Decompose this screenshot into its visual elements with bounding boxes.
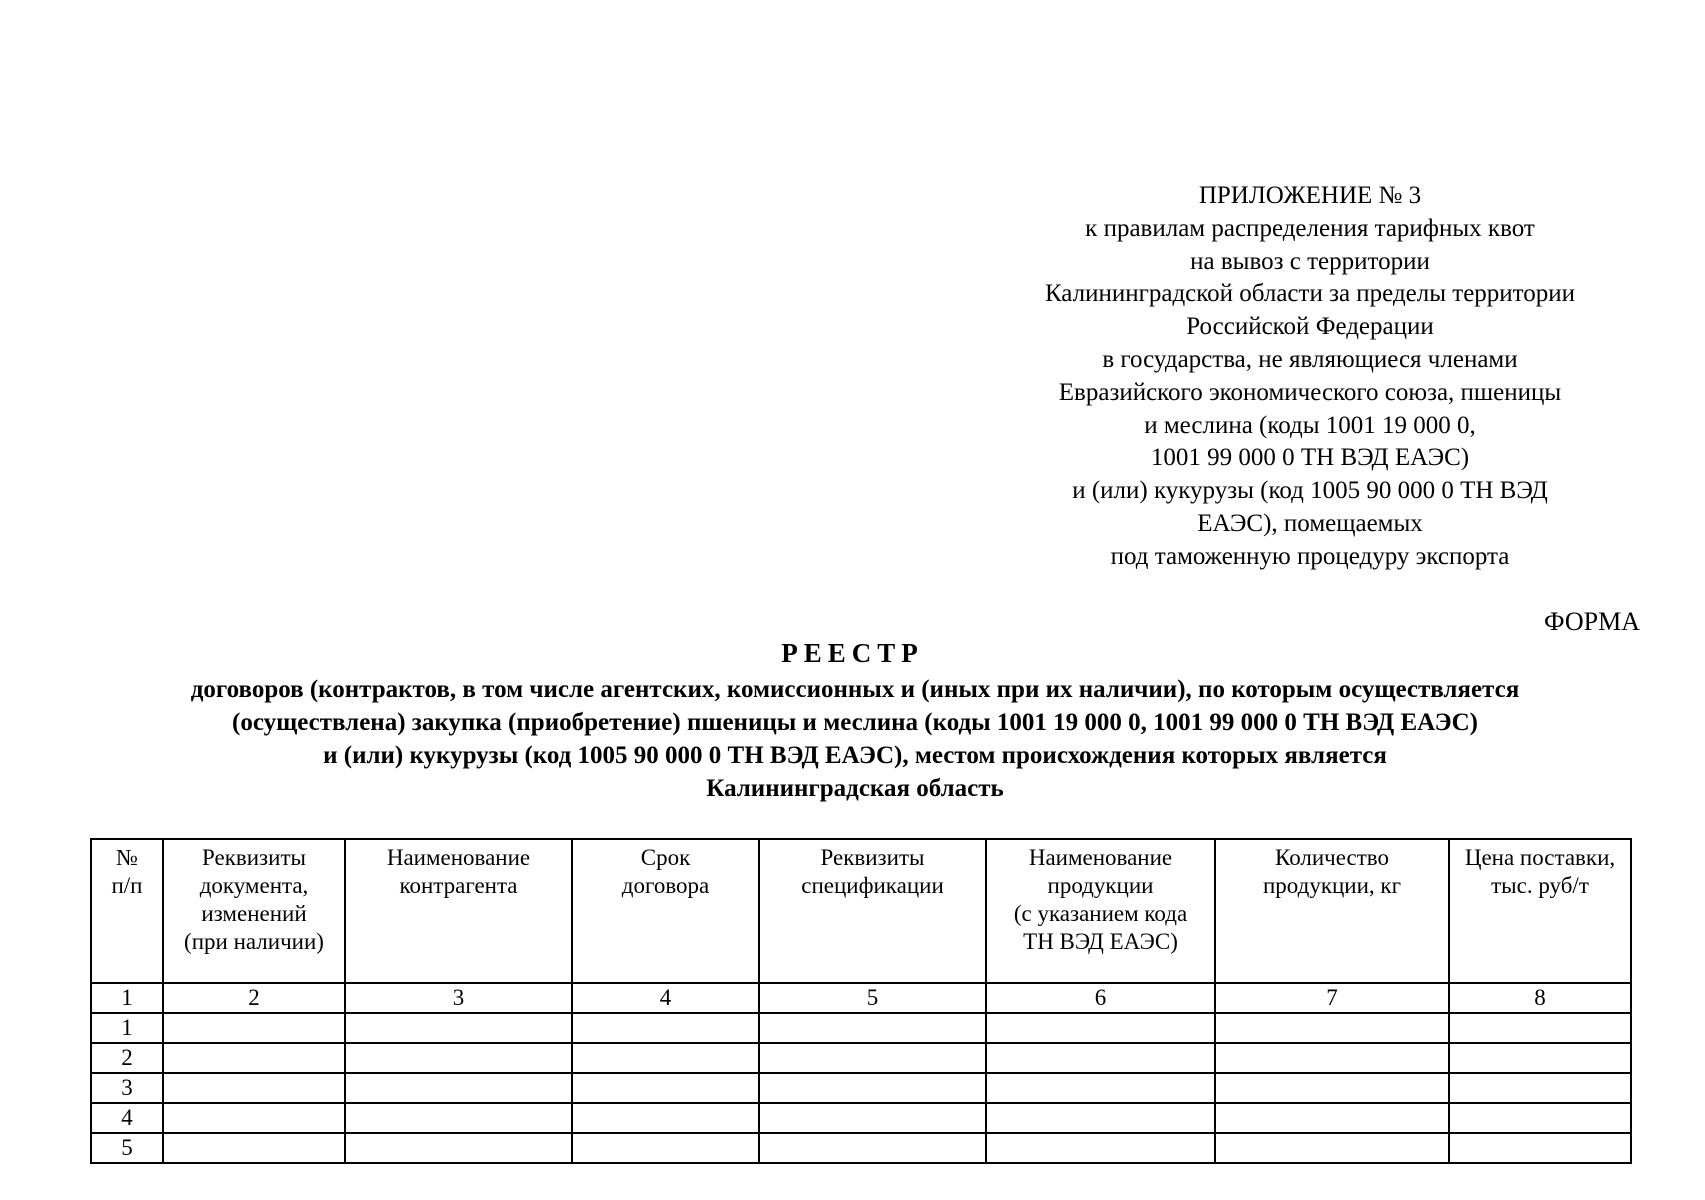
empty-cell <box>163 1043 345 1073</box>
table-row <box>91 1103 1631 1133</box>
appendix-line: на вывоз с территории <box>1190 247 1430 275</box>
column-number-cell: 1 <box>91 983 163 1013</box>
column-header-line: контрагента <box>399 873 518 898</box>
empty-cell <box>1215 1013 1449 1043</box>
appendix-block <box>990 180 1630 574</box>
registry-subtitle <box>60 673 1650 805</box>
form-label: ФОРМА <box>1544 607 1640 636</box>
empty-cell <box>1449 1013 1631 1043</box>
column-number-cell: 7 <box>1215 983 1449 1013</box>
empty-cell <box>345 1133 572 1163</box>
empty-cell <box>1449 1073 1631 1103</box>
table-row <box>91 1133 1631 1163</box>
empty-cell <box>986 1133 1215 1163</box>
appendix-line: Калининградской области за пределы территории <box>1044 280 1576 308</box>
column-header-line: продукции <box>1047 873 1154 898</box>
appendix-line: в государства, не являющиеся членами <box>1102 345 1518 373</box>
row-number-cell: 3 <box>91 1073 163 1103</box>
empty-cell <box>163 1073 345 1103</box>
empty-cell <box>345 1103 572 1133</box>
column-header <box>759 839 986 983</box>
empty-cell <box>759 1073 986 1103</box>
appendix-line: ПРИЛОЖЕНИЕ № 3 <box>1198 182 1422 209</box>
row-number-cell: 4 <box>91 1103 163 1133</box>
empty-cell <box>1449 1133 1631 1163</box>
column-header-line: Реквизиты <box>820 845 925 870</box>
column-header-line: (при наличии) <box>184 929 324 954</box>
empty-cell <box>163 1103 345 1133</box>
column-number-cell: 6 <box>986 983 1215 1013</box>
empty-cell <box>163 1133 345 1163</box>
column-header-line: Цена поставки, <box>1464 845 1616 870</box>
column-header-line: Срок <box>640 845 691 870</box>
registry-subtitle-line: договоров (контрактов, в том числе агентских, комиссионных и (иных при их наличии), по которым осуществляется <box>190 676 1520 703</box>
column-number-cell: 5 <box>759 983 986 1013</box>
registry-subtitle-line: (осуществлена) закупка (приобретение) пшеницы и меслина (коды 1001 19 000 0, 1001 99 000 0 ТН ВЭД ЕАЭС) <box>232 709 1478 736</box>
appendix-line: и (или) кукурузы (код 1005 90 000 0 ТН ВЭД <box>1072 477 1548 505</box>
row-number-cell: 2 <box>91 1043 163 1073</box>
table-row <box>91 1013 1631 1043</box>
appendix-line: 1001 99 000 0 ТН ВЭД ЕАЭС) <box>1150 444 1470 472</box>
empty-cell <box>1215 1103 1449 1133</box>
column-number-cell: 8 <box>1449 983 1631 1013</box>
empty-cell <box>572 1043 759 1073</box>
empty-cell <box>759 1103 986 1133</box>
column-header-line: п/п <box>111 873 143 898</box>
empty-cell <box>1215 1133 1449 1163</box>
empty-cell <box>345 1043 572 1073</box>
appendix-line: и меслина (коды 1001 19 000 0, <box>1144 411 1476 439</box>
column-header-line: тыс. руб/т <box>1491 873 1589 898</box>
row-number-cell: 5 <box>91 1133 163 1163</box>
column-header-line: Количество <box>1275 845 1389 870</box>
empty-cell <box>572 1073 759 1103</box>
empty-cell <box>759 1043 986 1073</box>
appendix-line: Российской Федерации <box>1186 313 1434 341</box>
registry-subtitle-line: Калининградская область <box>706 775 1004 802</box>
column-header-line: Реквизиты <box>202 845 306 870</box>
column-header-line: № <box>116 845 138 870</box>
empty-cell <box>572 1133 759 1163</box>
column-header-line: Наименование <box>1028 845 1173 870</box>
column-header <box>345 839 572 983</box>
empty-cell <box>345 1013 572 1043</box>
empty-cell <box>986 1043 1215 1073</box>
appendix-line: к правилам распределения тарифных квот <box>1085 214 1535 242</box>
empty-cell <box>759 1013 986 1043</box>
column-number-cell: 3 <box>345 983 572 1013</box>
registry-subtitle-line: и (или) кукурузы (код 1005 90 000 0 ТН ВЭД ЕАЭС), местом происхождения которых является <box>323 742 1387 769</box>
column-header <box>1449 839 1631 983</box>
column-header <box>163 839 345 983</box>
registry-table <box>90 838 1632 1164</box>
appendix-line: ЕАЭС), помещаемых <box>1197 509 1423 537</box>
empty-cell <box>986 1103 1215 1133</box>
empty-cell <box>986 1073 1215 1103</box>
column-header <box>1215 839 1449 983</box>
empty-cell <box>345 1073 572 1103</box>
empty-cell <box>1215 1073 1449 1103</box>
column-header-line: договора <box>621 873 710 898</box>
empty-cell <box>1449 1043 1631 1073</box>
table-row <box>91 1043 1631 1073</box>
table-row <box>91 1073 1631 1103</box>
appendix-line: Евразийского экономического союза, пшеницы <box>1058 378 1562 406</box>
empty-cell <box>986 1013 1215 1043</box>
column-number-cell: 4 <box>572 983 759 1013</box>
column-header-line: документа, <box>199 873 309 898</box>
column-header <box>91 839 163 983</box>
empty-cell <box>1449 1103 1631 1133</box>
empty-cell <box>163 1013 345 1043</box>
row-number-cell: 1 <box>91 1013 163 1043</box>
column-header <box>986 839 1215 983</box>
empty-cell <box>572 1103 759 1133</box>
column-header-line: Наименование <box>386 845 531 870</box>
column-header-line: изменений <box>201 901 307 926</box>
column-header-line: ТН ВЭД ЕАЭС) <box>1023 929 1178 954</box>
empty-cell <box>1215 1043 1449 1073</box>
column-header-line: спецификации <box>801 873 944 898</box>
column-number-cell: 2 <box>163 983 345 1013</box>
appendix-line: под таможенную процедуру экспорта <box>1110 542 1510 570</box>
registry-title: РЕЕСТР <box>781 638 924 668</box>
column-header-line: продукции, кг <box>1262 873 1402 898</box>
table-header-row <box>91 839 1631 983</box>
column-header-line: (с указанием кода <box>1013 901 1188 926</box>
column-number-row <box>91 983 1631 1013</box>
column-header <box>572 839 759 983</box>
empty-cell <box>572 1013 759 1043</box>
empty-cell <box>759 1133 986 1163</box>
